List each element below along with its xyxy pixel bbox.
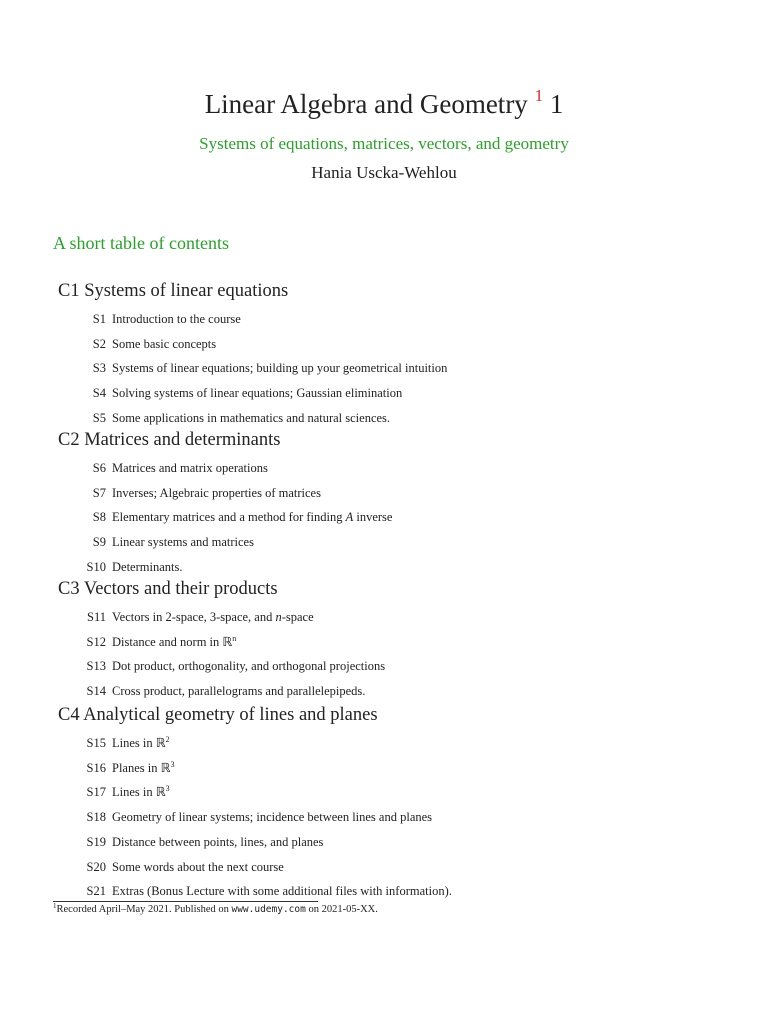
toc-chapter-1[interactable]: C1 Systems of linear equations: [58, 281, 289, 301]
section-superscript: n: [232, 633, 237, 643]
toc-section-s19[interactable]: [82, 833, 323, 851]
section-superscript: 3: [170, 759, 175, 769]
section-title-suffix: -space: [281, 610, 314, 624]
section-title: Some basic concepts: [112, 336, 217, 351]
section-title: Cross product, parallelograms and parallelepipeds.: [112, 684, 366, 699]
section-title: Matrices and matrix operations: [112, 461, 268, 475]
footnote-text-after: on 2021-05-XX.: [305, 904, 378, 915]
section-number: S16: [86, 760, 106, 775]
section-number: S7: [92, 485, 106, 500]
toc-section-s2[interactable]: [82, 335, 216, 353]
footnote-text-before: Recorded April–May 2021. Published on: [56, 904, 232, 915]
toc-section-s20[interactable]: [82, 858, 284, 876]
toc-section-s9[interactable]: [82, 533, 254, 551]
section-title: Systems of linear equations; building up your geometrical intuition: [112, 361, 448, 376]
section-title-suffix: inverse: [353, 510, 393, 525]
section-title: Introduction to the course: [112, 312, 241, 326]
section-superscript: 2: [165, 735, 170, 744]
section-number: S15: [86, 736, 106, 750]
footnote-url-link[interactable]: www.udemy.com: [231, 904, 306, 915]
section-number: S1: [92, 312, 106, 326]
toc-section-s15[interactable]: [82, 734, 170, 752]
section-title: Some words about the next course: [112, 859, 284, 874]
section-title: Dot product, orthogonality, and orthogonal projections: [112, 659, 386, 674]
document-title: [0, 86, 768, 122]
toc-section-s10[interactable]: [82, 558, 182, 576]
section-number: S14: [86, 684, 106, 699]
section-title: Inverses; Algebraic properties of matrices: [112, 485, 321, 500]
toc-section-s14[interactable]: [82, 682, 365, 700]
toc-section-s16[interactable]: [82, 759, 175, 777]
section-number: S18: [86, 810, 106, 825]
document-subtitle: Systems of equations, matrices, vectors, and geometry: [199, 134, 569, 153]
section-number: S12: [86, 634, 106, 649]
toc-section-s13[interactable]: [82, 657, 385, 675]
toc-section-s7[interactable]: [82, 484, 321, 502]
section-number: S8: [92, 510, 106, 525]
toc-section-s6[interactable]: [82, 459, 268, 477]
toc-section-s4[interactable]: [82, 384, 402, 402]
section-title: Distance and norm in ℝ: [112, 634, 233, 649]
section-number: S2: [92, 336, 106, 351]
document-author: Hania Uscka-Wehlou: [311, 163, 457, 182]
toc-section-s8[interactable]: [82, 508, 392, 526]
toc-section-s3[interactable]: [82, 359, 447, 377]
section-number: S17: [86, 785, 106, 800]
section-number: S4: [92, 386, 106, 401]
section-number: S10: [86, 559, 106, 574]
section-title: Determinants.: [112, 559, 183, 574]
section-number: S19: [86, 834, 106, 849]
section-math-symbol: A: [345, 510, 354, 525]
section-number: S20: [86, 859, 106, 874]
toc-section-s17[interactable]: [82, 783, 170, 801]
section-title: Linear systems and matrices: [112, 535, 254, 550]
section-number: S5: [92, 410, 106, 425]
footnote: [53, 903, 378, 917]
section-title: Planes in ℝ: [112, 760, 171, 775]
section-number: S3: [92, 361, 106, 376]
title-text: Linear Algebra and Geometry: [204, 89, 528, 119]
section-title: Lines in ℝ: [112, 785, 166, 800]
section-math-symbol: n: [275, 610, 282, 624]
toc-section-s21[interactable]: [82, 882, 452, 900]
toc-section-s11[interactable]: [82, 608, 314, 626]
section-number: S6: [92, 461, 106, 475]
toc-section-s1[interactable]: [82, 310, 241, 328]
toc-chapter-3[interactable]: C3 Vectors and their products: [58, 579, 278, 599]
section-title: Vectors in 2-space, 3-space, and: [112, 610, 276, 624]
toc-chapter-2[interactable]: C2 Matrices and determinants: [58, 430, 281, 450]
title-footnote-mark[interactable]: 1: [534, 86, 544, 105]
section-title: Extras (Bonus Lecture with some additional files with information).: [112, 884, 452, 899]
section-title: Elementary matrices and a method for finding: [112, 510, 346, 525]
section-number: S13: [86, 659, 106, 674]
footnote-rule: [53, 901, 318, 902]
toc-heading: A short table of contents: [53, 233, 229, 253]
section-superscript: 3: [165, 784, 170, 794]
section-title: Geometry of linear systems; incidence between lines and planes: [112, 810, 433, 825]
section-number: S21: [86, 884, 106, 899]
section-title: Distance between points, lines, and planes: [112, 834, 324, 849]
toc-section-s5[interactable]: [82, 409, 390, 427]
section-number: S11: [87, 610, 106, 624]
footnote-mark: 1: [53, 902, 57, 910]
title-suffix: 1: [549, 89, 564, 119]
toc-chapter-4[interactable]: C4 Analytical geometry of lines and planes: [58, 705, 378, 725]
section-title: Some applications in mathematics and natural sciences.: [112, 410, 391, 425]
toc-section-s18[interactable]: [82, 808, 432, 826]
toc-section-s12[interactable]: [82, 633, 236, 651]
section-number: S9: [92, 535, 106, 550]
section-title: Solving systems of linear equations; Gaussian elimination: [112, 386, 403, 401]
section-title: Lines in ℝ: [112, 736, 166, 750]
